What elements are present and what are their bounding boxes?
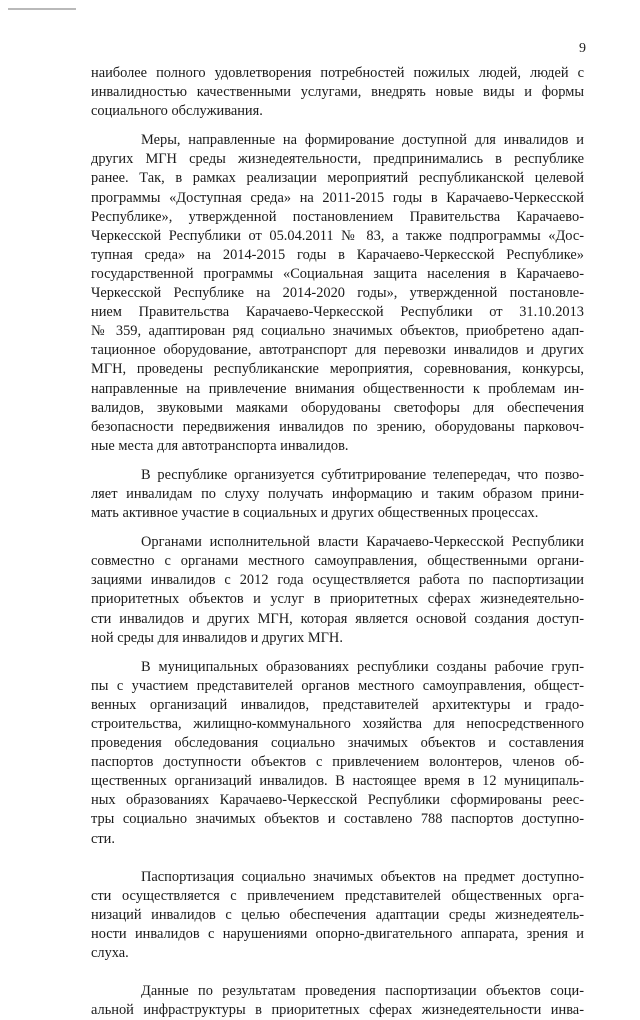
text-line: тационное оборудование, автотранспорт для перевозки инвалидов и других: [91, 342, 584, 359]
text-line: ранее. Так, в рамках реализации мероприятий республиканской целевой: [91, 170, 584, 187]
text-line: приоритетных объектов и услуг в приоритетных сферах жизнедеятельно-: [91, 591, 584, 608]
text-line: венных организаций инвалидов, представителей архитектуры и градо-: [91, 696, 584, 713]
text-line: государственной программы «Социальная защита населения в Карачаево-: [91, 265, 584, 282]
paragraph: [91, 868, 584, 963]
text-line: альной инфраструктуры в приоритетных сферах жизнедеятельности инва-: [91, 1002, 584, 1019]
paragraph: [91, 533, 584, 648]
paragraph: [91, 658, 584, 849]
text-line: сти осуществляется с привлечением представителей общественных орга-: [91, 887, 584, 904]
paragraph: [91, 466, 584, 523]
text-line: наиболее полного удовлетворения потребностей пожилых людей, людей с: [91, 65, 584, 81]
text-line: ляет инвалидам по слуху получать информацию и таким образом прини-: [91, 485, 584, 502]
text-line: зациями инвалидов с 2012 года осуществляется работа по паспортизации: [91, 572, 584, 589]
text-line: В муниципальных образованиях республики созданы рабочие груп-: [141, 658, 584, 675]
text-line: ных образованиях Карачаево-Черкесской Республики сформированы реес-: [91, 792, 584, 809]
text-line: ности инвалидов с нарушениями опорно-двигательного аппарата, зрения и: [91, 925, 584, 942]
text-line: социального обслуживания.: [91, 103, 263, 120]
text-line: МГН, проведены республиканские мероприятия, соревнования, конкурсы,: [91, 361, 584, 378]
text-line: Паспортизация социально значимых объектов на предмет доступно-: [141, 868, 584, 885]
text-line: сти.: [91, 830, 115, 847]
text-line: низаций инвалидов с целью обеспечения адаптации среды жизнедеятель-: [91, 906, 584, 923]
scan-edge-mark: [8, 8, 76, 10]
text-line: слуха.: [91, 945, 129, 962]
page-number: 9: [579, 41, 586, 56]
text-line: Органами исполнительной власти Карачаево-Черкесской Республики: [141, 534, 584, 551]
text-line: проведения обследования социально значимых объектов и составления: [91, 735, 584, 752]
text-line: других МГН среды жизнедеятельности, предпринимались в республике: [91, 151, 584, 168]
text-line: нием Правительства Карачаево-Черкесской Республики от 31.10.2013: [91, 304, 584, 321]
text-line: щественных организаций инвалидов. В настоящее время в 12 муниципаль-: [91, 773, 584, 790]
text-line: Черкесской Республике на 2014-2020 годы», утвержденной постановле-: [91, 285, 584, 302]
text-line: валидов, звуковыми маяками оборудованы светофоры для обеспечения: [91, 399, 584, 416]
text-line: сти инвалидов и других МГН, которая является основой создания доступ-: [91, 610, 584, 627]
text-line: тупная среда» на 2014-2015 годы в Карачаево-Черкесской Республике»: [91, 246, 584, 263]
text-line: направленные на привлечение внимания общественности к проблемам ин-: [91, 380, 584, 397]
text-line: тры социально значимых объектов и составлено 788 паспортов доступно-: [91, 811, 584, 828]
text-line: совместно с органами местного самоуправления, общественными органи-: [91, 553, 584, 570]
text-line: Меры, направленные на формирование доступной для инвалидов и: [141, 132, 584, 149]
paragraph: [91, 982, 584, 1020]
paragraph: [91, 64, 584, 121]
text-line: Республике», утвержденной постановлением Правительства Карачаево-: [91, 208, 584, 225]
text-line: Черкесской Республики от 05.04.2011 № 83, а также подпрограммы «Дос-: [91, 227, 584, 244]
text-line: № 359, адаптирован ряд социально значимых объектов, приобретено адап-: [91, 323, 584, 340]
text-line: пы с участием представителей органов местного самоуправления, общест-: [91, 677, 584, 694]
text-line: строительства, жилищно-коммунального хозяйства для непосредственного: [91, 716, 584, 732]
text-line: паспортов доступности объектов с привлечением волонтеров, членов об-: [91, 754, 584, 771]
text-line: Данные по результатам проведения паспортизации объектов соци-: [141, 983, 584, 1000]
document-body: [91, 64, 584, 1020]
text-line: В республике организуется субтитрирование телепередач, что позво-: [141, 466, 584, 483]
paragraph: [91, 131, 584, 456]
text-line: ной среды для инвалидов и других МГН.: [91, 629, 343, 646]
text-line: ные места для автотранспорта инвалидов.: [91, 437, 349, 454]
text-line: программы «Доступная среда» на 2011-2015 годы в Карачаево-Черкесской: [91, 189, 584, 206]
text-line: инвалидностью качественными услугами, внедрять новые виды и формы: [91, 84, 584, 101]
text-line: безопасности передвижения инвалидов по зрению, оборудованы парковоч-: [91, 418, 584, 435]
text-line: мать активное участие в социальных и других общественных процессах.: [91, 505, 539, 522]
